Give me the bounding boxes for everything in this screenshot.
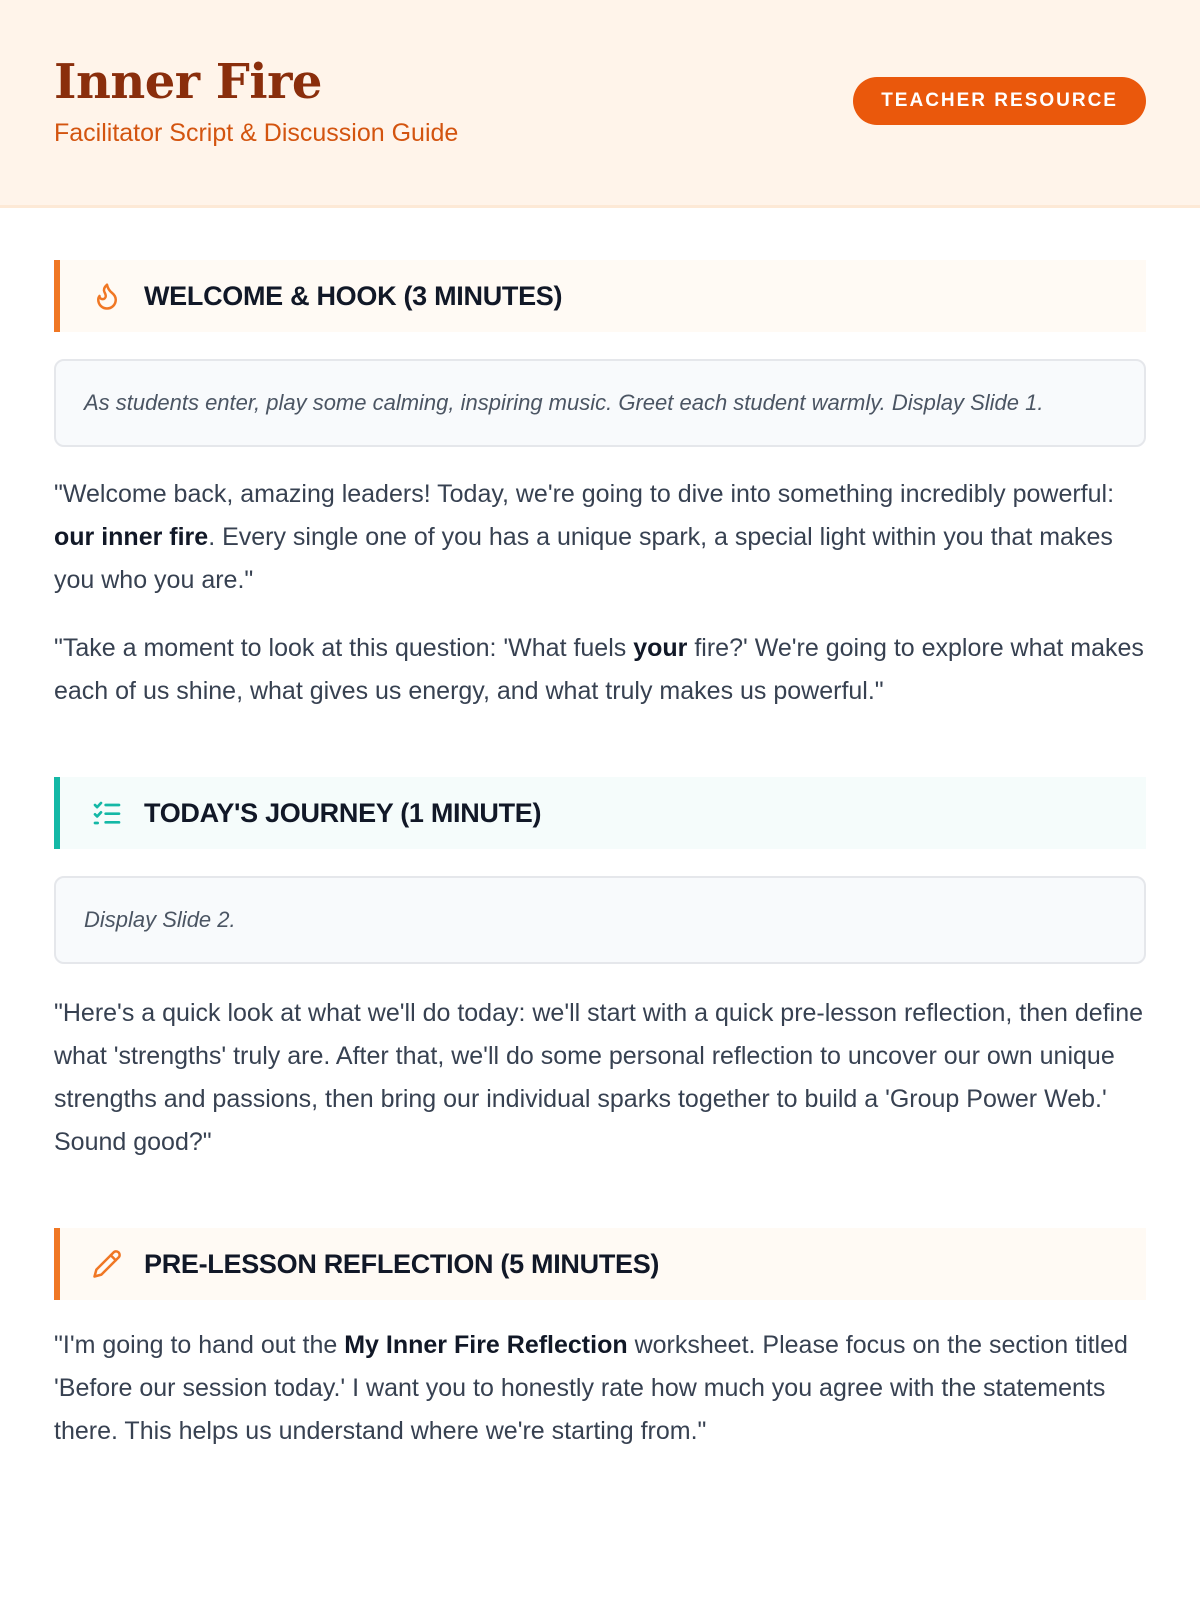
text-span: worksheet. Please focus on the section titled 'Before our session today.' I want you to honestly rate how much you agree with the statements there. This helps us understand where we're starting from." <box>54 1331 1128 1445</box>
section-title: TODAY'S JOURNEY (1 MINUTE) <box>144 797 542 828</box>
script-paragraph <box>54 473 1146 602</box>
text-span: "Welcome back, amazing leaders! Today, we're going to dive into something incredibly powerful: <box>54 480 1115 508</box>
flame-icon <box>90 279 124 313</box>
checklist-icon <box>90 796 124 830</box>
section-journey-header <box>54 777 1146 849</box>
facilitator-note: As students enter, play some calming, inspiring music. Greet each student warmly. Display Slide 1. <box>54 359 1146 447</box>
script-paragraph: "Here's a quick look at what we'll do today: we'll start with a quick pre-lesson reflection, then define what 'strengths' truly are. After that, we'll do some personal reflection to uncover our own unique strengths and passions, then bring our individual sparks together to build a 'Group Power Web.' Sound good?" <box>54 999 1144 1156</box>
section-welcome-header <box>54 260 1146 332</box>
emphasis-text: our inner fire <box>54 523 209 551</box>
page-subtitle: Facilitator Script & Discussion Guide <box>54 119 459 148</box>
section-title: WELCOME & HOOK (3 MINUTES) <box>144 280 563 311</box>
script-paragraph <box>54 627 1146 713</box>
script-paragraph <box>54 1324 1146 1453</box>
text-span: "I'm going to hand out the <box>54 1331 345 1359</box>
page-header <box>0 0 1200 208</box>
emphasis-text: your <box>633 634 688 662</box>
facilitator-note: Display Slide 2. <box>54 876 1146 964</box>
section-title: PRE-LESSON REFLECTION (5 MINUTES) <box>144 1248 660 1279</box>
pencil-icon <box>90 1247 124 1281</box>
text-span: "Take a moment to look at this question: 'What fuels <box>54 634 634 662</box>
page-title: Inner Fire <box>54 53 322 110</box>
header-text <box>54 53 459 148</box>
page-content <box>0 260 1200 1453</box>
text-span: fire?' We're going to explore what makes each of us shine, what gives us energy, and what truly makes us powerful." <box>54 634 1144 705</box>
text-span: . Every single one of you has a unique spark, a special light within you that makes you who you are." <box>54 523 1113 594</box>
teacher-resource-badge: TEACHER RESOURCE <box>853 77 1146 125</box>
emphasis-text: My Inner Fire Reflection <box>344 1331 628 1359</box>
section-reflection-header <box>54 1228 1146 1300</box>
